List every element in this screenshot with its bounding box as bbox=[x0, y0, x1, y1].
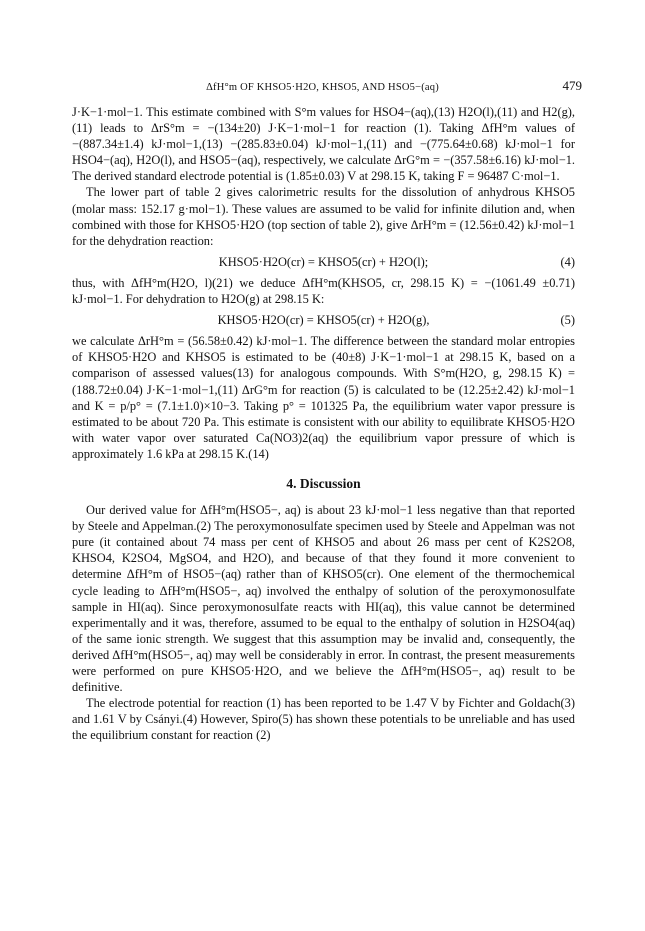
equation-5 bbox=[72, 312, 575, 328]
paragraph-dehydration: thus, with ΔfH°m(H2O, l)(21) we deduce ΔfH°m(KHSO5, cr, 298.15 K) = −(1061.49 ±0.71) kJ·mol−1. For dehydration to H2O(g) at 298.15 K: bbox=[72, 275, 575, 307]
equation-4 bbox=[72, 254, 575, 270]
running-title: ΔfH°m OF KHSO5·H2O, KHSO5, AND HSO5−(aq) bbox=[206, 82, 439, 93]
section-heading-discussion: 4. Discussion bbox=[286, 475, 361, 491]
page-number: 479 bbox=[562, 78, 582, 93]
paragraph-entropy-estimate: J·K−1·mol−1. This estimate combined with S°m values for HSO4−(aq),(13) H2O(l),(11) and H2(g),(11) leads to ΔrS°m = −(134±20) J·K−1·mol−1 for reaction (1). Taking ΔfH°m values of −(887.34±1.4) kJ·mol−1,(13) −(285.83±0.04) kJ·mol−1,(11) and −(775.64±0.68) kJ·mol−1 for HSO4−(aq), H2O(l), and HSO5−(aq), respectively, we calculate ΔrG°m = −(357.58±6.16) kJ·mol−1. The derived standard electrode potential is (1.85±0.03) V at 298.15 K, taking F = 96487 C·mol−1. bbox=[72, 105, 575, 184]
body-text bbox=[72, 104, 575, 743]
equation-5-number: (5) bbox=[560, 313, 575, 328]
paragraph-dissolution: The lower part of table 2 gives calorimetric results for the dissolution of anhydrous KHSO5 (molar mass: 152.17 g·mol−1). These values are assumed to be valid for infinite dilution and, when combined with those for KHSO5·H2O (top section of table 2), give ΔrH°m = (12.56±0.42) kJ·mol−1 for the dehydration reaction: bbox=[72, 185, 575, 248]
paragraph-discussion-2: The electrode potential for reaction (1) has been reported to be 1.47 V by Fichter and Goldach(3) and 1.61 V by Csányi.(4) However, Spiro(5) has shown these potentials to be unreliable and has used the equilibrium constant for reaction (2) bbox=[72, 696, 575, 743]
equation-4-text: KHSO5·H2O(cr) = KHSO5(cr) + H2O(l); bbox=[218, 254, 429, 269]
equation-4-number: (4) bbox=[560, 254, 575, 269]
equation-5-text: KHSO5·H2O(cr) = KHSO5(cr) + H2O(g), bbox=[217, 313, 430, 328]
paragraph-vapor-pressure: we calculate ΔrH°m = (56.58±0.42) kJ·mol−1. The difference between the standard molar entropies of KHSO5·H2O and KHSO5 is estimated to be (40±8) J·K−1·mol−1 at 298.15 K, based on a comparison of assessed values(13) for analogous compounds. With S°m(H2O, g, 298.15 K) = (188.72±0.04) J·K−1·mol−1,(11) ΔrG°m for reaction (5) is calculated to be (12.25±2.42) kJ·mol−1 and K = p/p° = (7.1±1.0)×10−3. Taking p° = 101325 Pa, the equilibrium water vapor pressure is estimated to be about 720 Pa. This estimate is consistent with our ability to equilibrate KHSO5·H2O with water vapor over saturated Ca(NO3)2(aq) the equilibrium vapor pressure of which is approximately 1.6 kPa at 298.15 K.(14) bbox=[72, 334, 575, 461]
paragraph-discussion-1: Our derived value for ΔfH°m(HSO5−, aq) is about 23 kJ·mol−1 less negative than that reported by Steele and Appelman.(2) The peroxymonosulfate specimen used by Steele and Appelman was not pure (it contained about 74 mass per cent of KHSO5 and about 26 mass per cent of K2S2O8, KHSO4, K2SO4, MgSO4, and H2O), and because of that they found it more convenient to determine ΔfH°m of HSO5−(aq) rather than of KHSO5(cr). One element of the thermochemical cycle leading to ΔfH°m(HSO5−, aq) involved the enthalpy of solution of the peroxymonosulfate sample in HI(aq). Since peroxymonosulfate reacts with HI(aq), this value cannot be determined experimentally and it was, therefore, assumed to be equal to the enthalpy of solution in H2SO4(aq) of the same ionic strength. We suggest that this assumption may be invalid and, consequently, the derived ΔfH°m(HSO5−, aq) may well be considerably in error. In contrast, the present measurements were performed on pure KHSO5·H2O, and we believe the ΔfH°m(HSO5−, aq) result to be definitive. bbox=[72, 503, 575, 695]
